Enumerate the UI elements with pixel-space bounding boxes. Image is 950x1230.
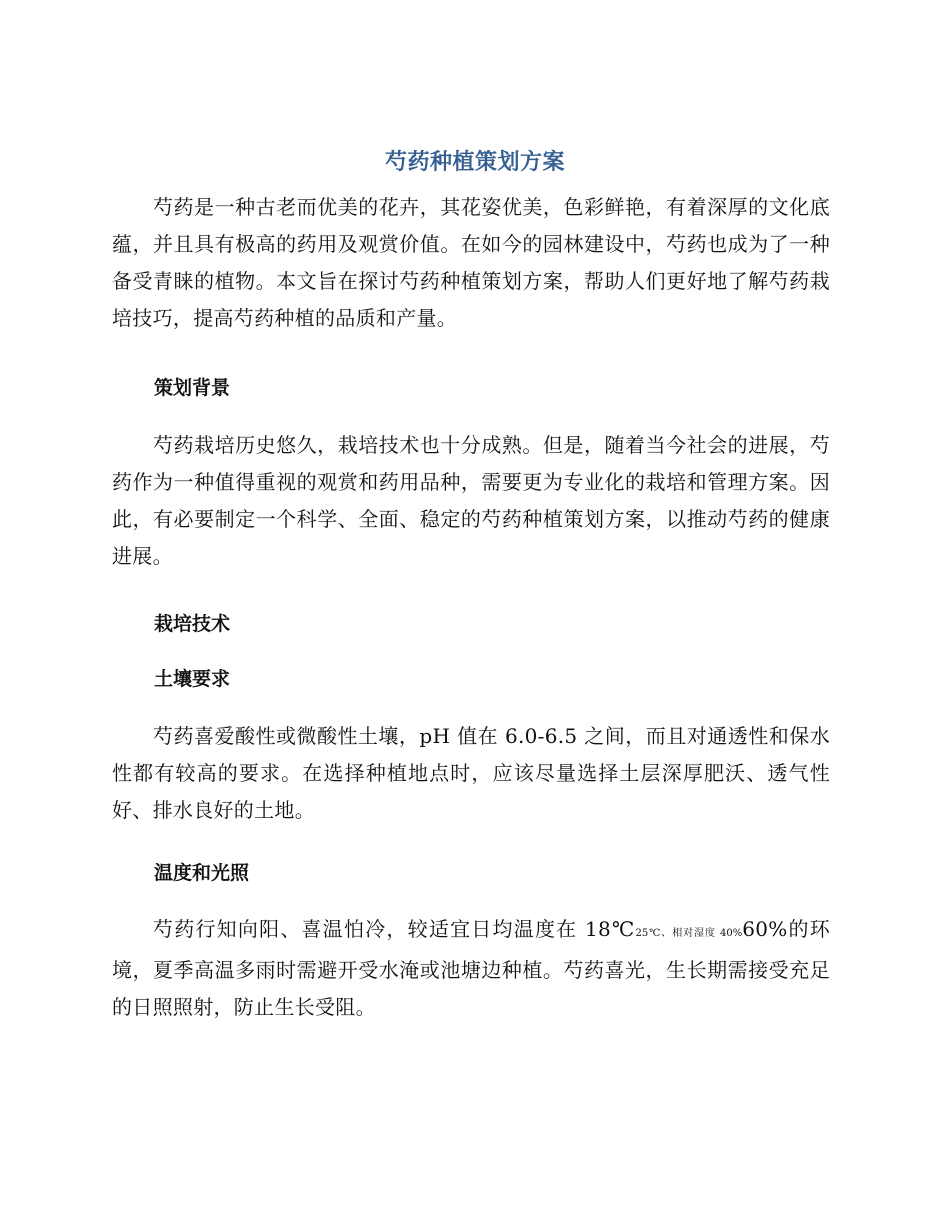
temperature-text-part1: 芍药行知向阳、喜温怕冷，较适宜日均温度在 18℃	[153, 917, 636, 941]
soil-paragraph: 芍药喜爱酸性或微酸性土壤，pH 值在 6.0-6.5 之间，而且对通透性和保水性都有较高的要求。在选择种植地点时，应该尽量选择土层深厚肥沃、透气性好、排水良好的土地。	[112, 724, 830, 822]
temperature-paragraph	[112, 911, 830, 1026]
temperature-text-part2: 60%的环境，夏季高温多雨时需避开受水淹或池塘边种植。芍药喜光，生长期需接受充足的日照照射，防止生长受阻。	[112, 917, 830, 1019]
temperature-text-small: 25℃、相对湿度 40%	[635, 928, 743, 939]
background-paragraph: 芍药栽培历史悠久，栽培技术也十分成熟。但是，随着当今社会的进展，芍药作为一种值得重视的观赏和药用品种，需要更为专业化的栽培和管理方案。因此，有必要制定一个科学、全面、稳定的芍药种植策划方案，以推动芍药的健康进展。	[112, 433, 830, 568]
section-heading-technique: 栽培技术	[154, 613, 231, 635]
section-heading-temperature: 温度和光照	[154, 862, 250, 884]
section-heading-soil: 土壤要求	[154, 668, 231, 690]
document-title: 芍药种植策划方案	[384, 150, 565, 175]
section-heading-background: 策划背景	[154, 377, 231, 399]
intro-paragraph: 芍药是一种古老而优美的花卉，其花姿优美，色彩鲜艳，有着深厚的文化底蕴，并且具有极高的药用及观赏价值。在如今的园林建设中，芍药也成为了一种备受青睐的植物。本文旨在探讨芍药种植策划方案，帮助人们更好地了解芍药栽培技巧，提高芍药种植的品质和产量。	[112, 195, 830, 330]
